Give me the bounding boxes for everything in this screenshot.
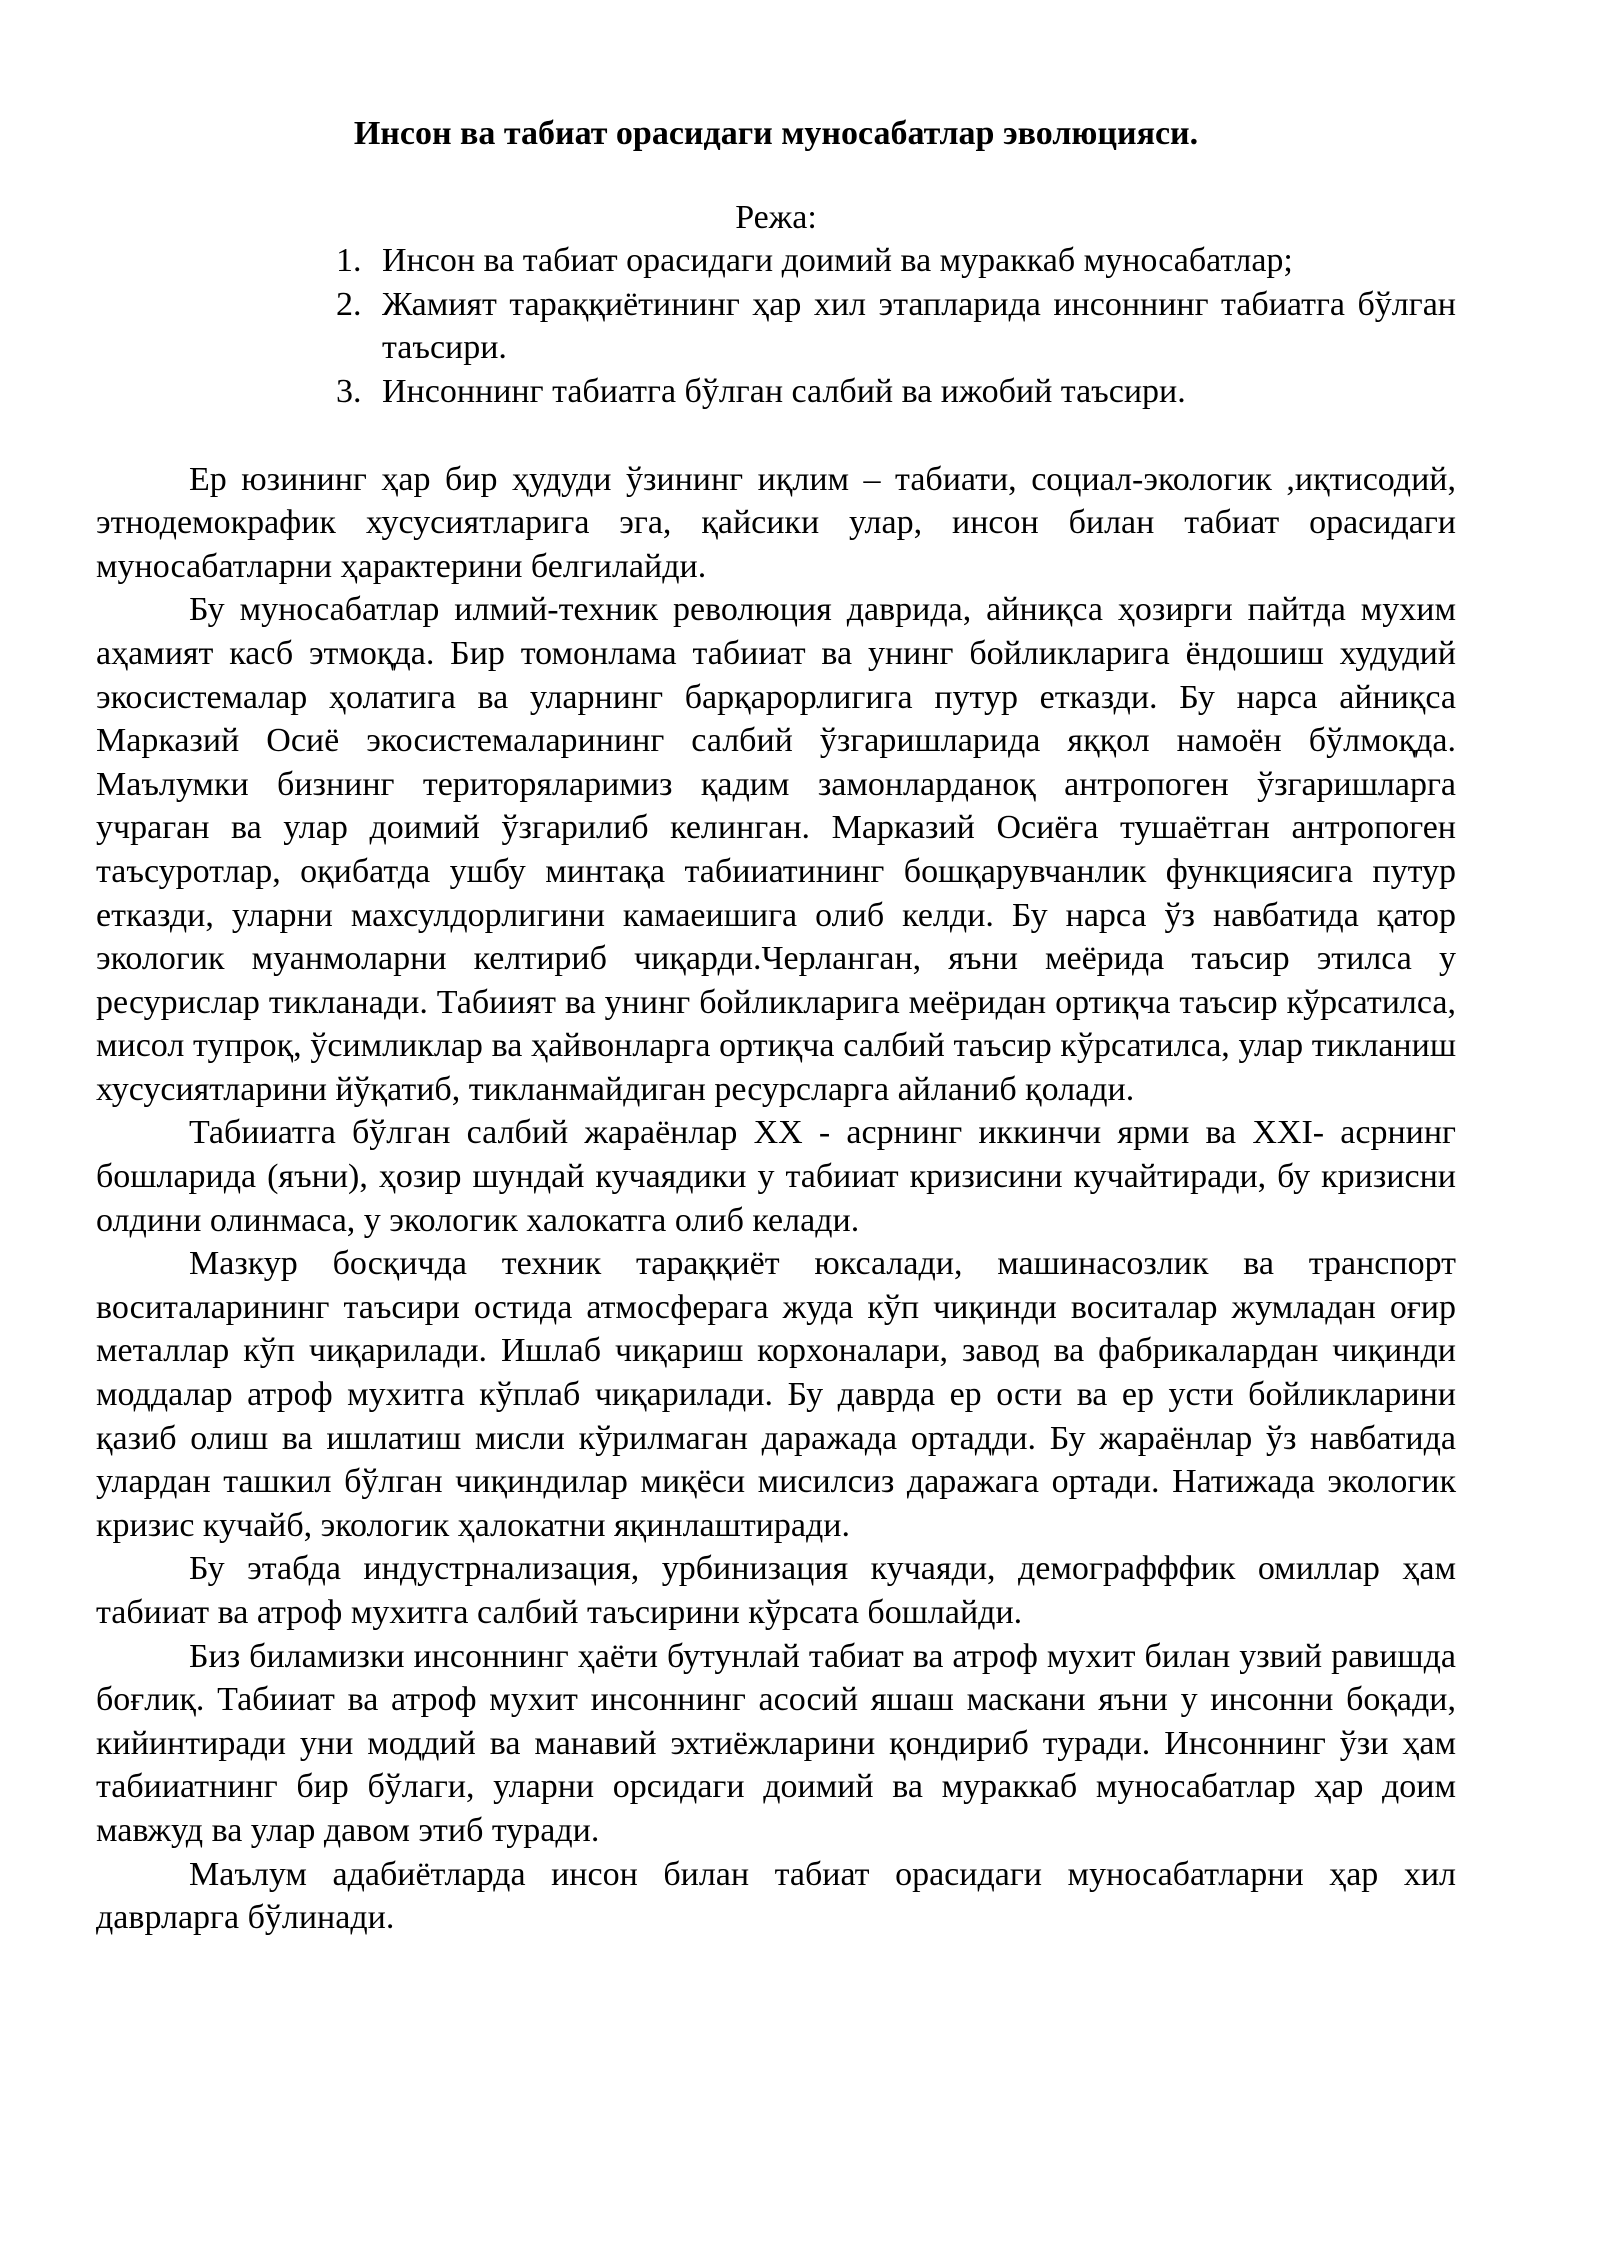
plan-heading: Режа: xyxy=(735,198,817,236)
body-paragraph: Маълум адабиётларда инсон билан табиат орасидаги муносабатларни ҳар хил даврларга бўлинади. xyxy=(96,1855,1456,1937)
plan-item xyxy=(336,239,1456,283)
plan-item xyxy=(336,370,1456,414)
body-paragraph: Мазкур босқичда техник тарaққиёт юксалади, машинасозлик ва транспорт воситаларининг таъсири остида атмосферага жуда кўп чиқинди воситалар жумладан оғир металлар кўп чиқарилади. Ишлаб чиқариш корхоналари, завод ва фабрикалардан чиқинди моддалар атроф мухитга кўплаб чиқарилади. Бу даврда ер ости ва ер усти бойликларини қазиб олиш ва ишлатиш мисли кўрилмаган даражада ортадди. Бу жараёнлар ўз навбатида улардан ташкил бўлган чиқиндилар миқёси мисилсиз даражага ортади. Натижада экологик кризис кучайб, экологик ҳалокатни яқинлаштиради. xyxy=(96,1245,1456,1544)
document-title: Инсон ва табиат орасидаги муносабатлар эволюцияси. xyxy=(353,115,1199,152)
plan-item-text: Инсоннинг табиатга бўлган салбий ва ижобий таъсири. xyxy=(382,372,1186,410)
plan-item-text: Жамият тараққиётининг ҳар хил этапларида инсоннинг табиатга бўлган таъсири. xyxy=(382,285,1456,367)
body-paragraph: Табииатга бўлган салбий жараёнлар XX - асрнинг иккинчи ярми ва XXI- асрнинг бошларида (яъни), ҳозир шундай кучаядики у табииат кризисини кучайтиради, бу кризисни олдини олинмаса, у экологик халокатга олиб келади. xyxy=(96,1114,1456,1239)
body-paragraph: Бу этабда индустрнализация, урбинизация кучаяди, демографффик омиллар ҳам табииат ва атроф мухитга салбий таъсирини кўрсата бошлайди. xyxy=(96,1550,1456,1631)
body-paragraph: Бу муносабатлар илмий-техник революция даврида, айниқса ҳозирги пайтда мухим аҳамият касб этмоқда. Бир томонлама табииат ва унинг бойликларига ёндошиш худудий экосистемалар ҳолатига ва уларнинг барқарорлигига путур етказди. Бу нарса айниқса Марказий Осиё экосистемаларининг салбий ўзгаришларида яққол намоён бўлмоқда. Маълумки бизнинг територяларимиз қадим замонларданоқ антропоген ўзгаришларга учраган ва улар доимий ўзгарилиб келинган. Марказий Осиёга тушаётган антропоген таъсуротлар, оқибатда ушбу минтақа табииатининг бошқарувчанлик функциясига путур етказди, уларни махсулдорлигини камаеишига олиб келди. Бу нарса ўз навбатида қатор экологик муанмоларни келтириб чиқарди.Черланган, яъни меёрида таъсир этилса у ресурислар тикланади. Табиият ва унинг бойликларига меёридан ортиқча таъсир кўрсатилса, мисол тупроқ, ўсимликлар ва ҳайвонларга ортиқча салбий таъсир кўрсатилса, улар тикланиш хусусиятларини йўқатиб, тикланмайдиган ресурсларга айланиб қолади. xyxy=(96,591,1456,1108)
plan-list xyxy=(96,239,1456,413)
document-body xyxy=(96,112,1456,1940)
plan-item-number: 3. xyxy=(336,372,362,410)
body-paragraph: Биз биламизки инсоннинг ҳаёти бутунлай табиат ва атроф мухит билан узвий равишда боғлиқ. Табииат ва атроф мухит инсоннинг асосий яшаш маскани яъни у инсонни боқади, кийинтиради уни моддий ва манавий эхтиёжларини қондириб туради. Инсоннинг ўзи ҳам табииатнинг бир бўлаги, уларни орсидаги доимий ва мураккаб муносабатлар ҳар доим мавжуд ва улар давом этиб туради. xyxy=(96,1637,1456,1849)
plan-item-number: 2. xyxy=(336,285,362,323)
body-paragraph: Ер юзининг ҳар бир ҳудуди ўзининг иқлим – табиати, социал-экологик ,иқтисодий, этнодемокрафик хусусиятларига эга, қайсики улар, инсон билан табиат орасидаги муносабатларни ҳарактерини белгилайди. xyxy=(96,460,1456,585)
plan-item-number: 1. xyxy=(336,242,362,280)
plan-item xyxy=(336,283,1456,370)
plan-item-text: Инсон ва табиат орасидаги доимий ва мураккаб муносабатлар; xyxy=(382,242,1293,280)
